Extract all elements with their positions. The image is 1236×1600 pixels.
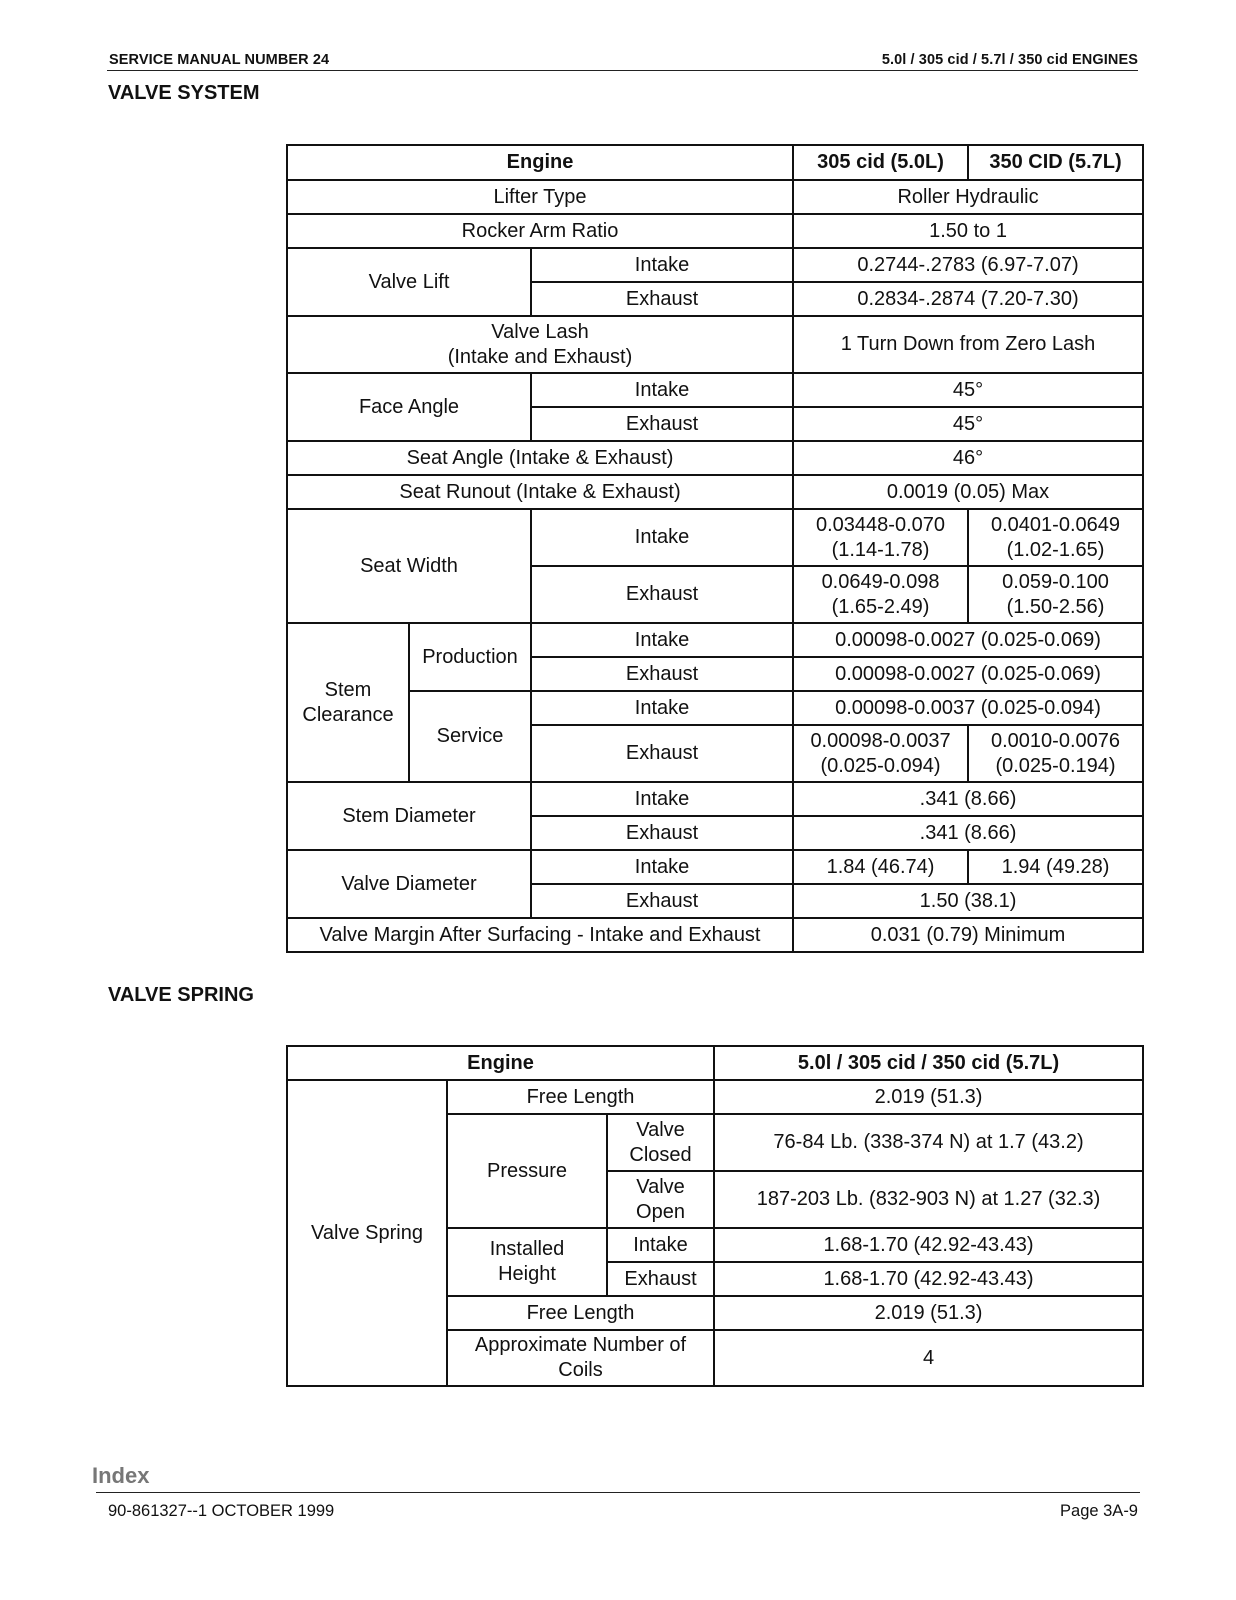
installed-height-label-line1: Installed [489, 1238, 565, 1260]
stem-diameter-label: Stem Diameter [287, 782, 531, 850]
face-angle-label: Face Angle [287, 373, 531, 441]
stem-serv-exhaust-305 [793, 725, 968, 782]
stem-clearance-production-label: Production [409, 623, 531, 691]
stem-prod-intake-value: 0.00098-0.0027 (0.025-0.069) [793, 623, 1143, 657]
table-row [287, 1080, 1143, 1114]
footer-doc-number: 90-861327--1 OCTOBER 1999 [108, 1502, 335, 1520]
seat-width-intake-305 [793, 509, 968, 566]
rocker-ratio-value: 1.50 to 1 [793, 214, 1143, 248]
header-divider [107, 70, 1138, 71]
face-angle-exhaust-value: 45° [793, 407, 1143, 441]
stem-clearance-service-label: Service [409, 691, 531, 782]
seat-width-intake-350-line1: 0.0401-0.0649 [991, 513, 1121, 536]
valve-spring-title: VALVE SPRING [108, 984, 254, 1006]
valve-lift-exhaust-value: 0.2834-.2874 (7.20-7.30) [793, 282, 1143, 316]
stem-diameter-intake-value: .341 (8.66) [793, 782, 1143, 816]
seat-width-label: Seat Width [287, 509, 531, 623]
table-row [287, 475, 1143, 509]
seat-width-exhaust-label: Exhaust [531, 566, 793, 623]
stem-diameter-intake-label: Intake [531, 782, 793, 816]
seat-angle-value: 46° [793, 441, 1143, 475]
header-right: 5.0l / 305 cid / 5.7l / 350 cid ENGINES [881, 52, 1138, 68]
valve-closed-label-line1: Valve [636, 1118, 685, 1141]
installed-intake-value: 1.68-1.70 (42.92-43.43) [714, 1228, 1143, 1262]
table-row [287, 316, 1143, 373]
coils-label [447, 1330, 714, 1386]
spring-value-header: 5.0l / 305 cid / 350 cid (5.7L) [714, 1046, 1143, 1080]
valve-system-table [286, 144, 1144, 953]
lifter-type-label: Lifter Type [287, 180, 793, 214]
valve-diameter-intake-350: 1.94 (49.28) [968, 850, 1143, 884]
valve-diameter-exhaust-label: Exhaust [531, 884, 793, 918]
valve-lift-label: Valve Lift [287, 248, 531, 316]
free-length-value: 2.019 (51.3) [714, 1080, 1143, 1114]
stem-serv-exhaust-350-line2: (0.025-0.194) [995, 754, 1116, 777]
stem-serv-exhaust-350-line1: 0.0010-0.0076 [991, 729, 1121, 752]
lifter-type-value: Roller Hydraulic [793, 180, 1143, 214]
table-row [287, 509, 1143, 566]
valve-closed-label-line2: Closed [629, 1143, 692, 1166]
stem-serv-exhaust-350 [968, 725, 1143, 782]
stem-clearance-label-line1: Stem [324, 678, 372, 701]
seat-width-exhaust-305-line1: 0.0649-0.098 [821, 570, 940, 593]
stem-clearance-label [287, 623, 409, 782]
valve-spring-group-label: Valve Spring [287, 1080, 447, 1386]
stem-serv-exhaust-label: Exhaust [531, 725, 793, 782]
pressure-label: Pressure [447, 1114, 607, 1228]
free-length-value: 2.019 (51.3) [714, 1296, 1143, 1330]
index-link[interactable]: Index [92, 1463, 150, 1488]
stem-serv-intake-value: 0.00098-0.0037 (0.025-0.094) [793, 691, 1143, 725]
coils-value: 4 [714, 1330, 1143, 1386]
table-row [287, 214, 1143, 248]
valve-system-title: VALVE SYSTEM [108, 82, 260, 104]
valve-lash-label [287, 316, 793, 373]
stem-prod-exhaust-value: 0.00098-0.0027 (0.025-0.069) [793, 657, 1143, 691]
valve-lift-intake-label: Intake [531, 248, 793, 282]
seat-width-intake-305-line2: (1.14-1.78) [831, 538, 930, 561]
table-row [287, 145, 1143, 180]
installed-exhaust-value: 1.68-1.70 (42.92-43.43) [714, 1262, 1143, 1296]
coils-label-line2: Coils [558, 1359, 603, 1381]
valve-diameter-intake-305: 1.84 (46.74) [793, 850, 968, 884]
valve-lash-label-line1: Valve Lash [491, 320, 589, 343]
seat-width-exhaust-350-line2: (1.50-2.56) [1006, 595, 1105, 618]
seat-runout-value: 0.0019 (0.05) Max [793, 475, 1143, 509]
stem-serv-exhaust-305-line1: 0.00098-0.0037 [810, 729, 951, 752]
valve-open-label-line1: Valve [636, 1175, 685, 1198]
face-angle-exhaust-label: Exhaust [531, 407, 793, 441]
valve-margin-label: Valve Margin After Surfacing - Intake and Exhaust [287, 918, 793, 952]
valve-open-label-line2: Open [636, 1200, 685, 1223]
valve-diameter-intake-label: Intake [531, 850, 793, 884]
seat-width-exhaust-305 [793, 566, 968, 623]
table-row [287, 691, 1143, 725]
footer-page-number: Page 3A-9 [1060, 1502, 1138, 1520]
col-350-header: 350 CID (5.7L) [968, 145, 1143, 180]
table-row [287, 180, 1143, 214]
coils-label-line1: Approximate Number of [474, 1334, 687, 1356]
table-row [287, 373, 1143, 407]
stem-diameter-exhaust-label: Exhaust [531, 816, 793, 850]
table-row [287, 850, 1143, 884]
seat-angle-label: Seat Angle (Intake & Exhaust) [287, 441, 793, 475]
installed-height-label [447, 1228, 607, 1296]
seat-width-intake-350-line2: (1.02-1.65) [1006, 538, 1105, 561]
face-angle-intake-label: Intake [531, 373, 793, 407]
col-305-header: 305 cid (5.0L) [793, 145, 968, 180]
installed-intake-label: Intake [607, 1228, 714, 1262]
spring-engine-header: Engine [287, 1046, 714, 1080]
stem-prod-intake-label: Intake [531, 623, 793, 657]
stem-diameter-exhaust-value: .341 (8.66) [793, 816, 1143, 850]
valve-lift-exhaust-label: Exhaust [531, 282, 793, 316]
table-row [287, 441, 1143, 475]
engine-header: Engine [287, 145, 793, 180]
installed-height-label-line2: Height [498, 1263, 556, 1285]
seat-width-intake-350 [968, 509, 1143, 566]
free-length-label: Free Length [447, 1296, 714, 1330]
seat-width-intake-305-line1: 0.03448-0.070 [816, 513, 946, 536]
seat-runout-label: Seat Runout (Intake & Exhaust) [287, 475, 793, 509]
valve-closed-value: 76-84 Lb. (338-374 N) at 1.7 (43.2) [714, 1114, 1143, 1171]
valve-diameter-exhaust-value: 1.50 (38.1) [793, 884, 1143, 918]
stem-prod-exhaust-label: Exhaust [531, 657, 793, 691]
table-row [287, 918, 1143, 952]
valve-diameter-label: Valve Diameter [287, 850, 531, 918]
table-row [287, 782, 1143, 816]
valve-margin-value: 0.031 (0.79) Minimum [793, 918, 1143, 952]
table-row [287, 248, 1143, 282]
seat-width-intake-label: Intake [531, 509, 793, 566]
stem-serv-exhaust-305-line2: (0.025-0.094) [820, 754, 941, 777]
header-left: SERVICE MANUAL NUMBER 24 [109, 52, 330, 68]
valve-spring-table [286, 1045, 1144, 1387]
valve-closed-label [607, 1114, 714, 1171]
stem-clearance-label-line2: Clearance [302, 703, 394, 726]
installed-exhaust-label: Exhaust [607, 1262, 714, 1296]
valve-lift-intake-value: 0.2744-.2783 (6.97-7.07) [793, 248, 1143, 282]
footer-divider [96, 1492, 1140, 1493]
table-row [287, 623, 1143, 657]
valve-lash-value: 1 Turn Down from Zero Lash [793, 316, 1143, 373]
valve-open-label [607, 1171, 714, 1228]
rocker-ratio-label: Rocker Arm Ratio [287, 214, 793, 248]
face-angle-intake-value: 45° [793, 373, 1143, 407]
valve-lash-label-line2: (Intake and Exhaust) [447, 345, 633, 368]
seat-width-exhaust-305-line2: (1.65-2.49) [831, 595, 930, 618]
valve-open-value: 187-203 Lb. (832-903 N) at 1.27 (32.3) [714, 1171, 1143, 1228]
seat-width-exhaust-350 [968, 566, 1143, 623]
free-length-label: Free Length [447, 1080, 714, 1114]
stem-serv-intake-label: Intake [531, 691, 793, 725]
table-row [287, 1046, 1143, 1080]
seat-width-exhaust-350-line1: 0.059-0.100 [1002, 570, 1109, 593]
